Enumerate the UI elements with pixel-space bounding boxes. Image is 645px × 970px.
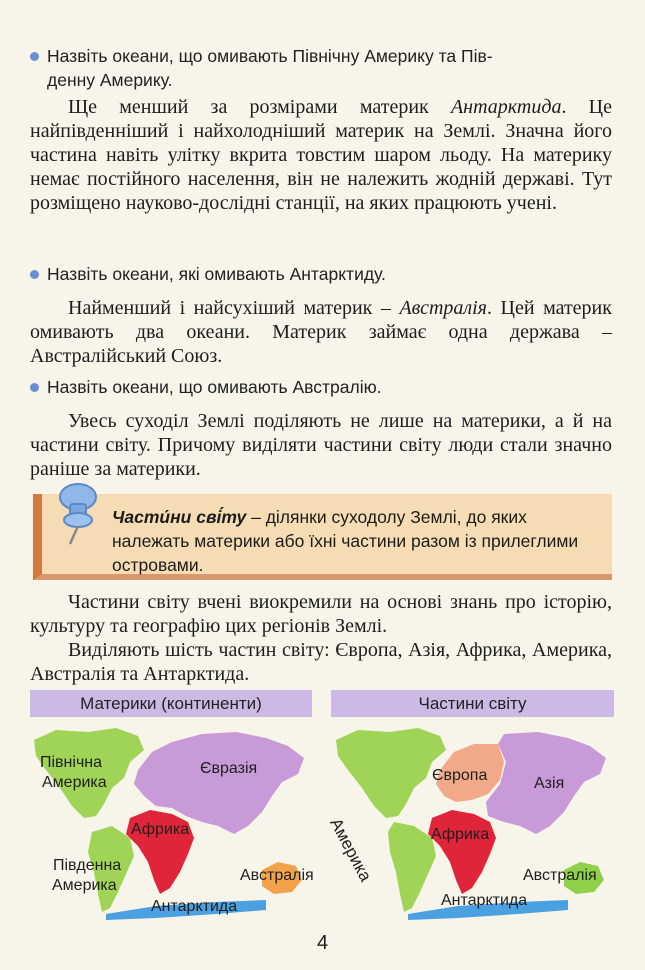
label-north-america-line1: Північна	[40, 754, 103, 771]
bullet-icon	[30, 383, 39, 392]
bullet-icon	[30, 52, 39, 61]
label-south-america-line1: Південна	[53, 857, 122, 874]
question-australia: Назвіть океани, що омивають Австралію.	[30, 375, 620, 399]
label-australia-right: Австралія	[523, 867, 597, 884]
label-africa-right: Африка	[431, 826, 490, 843]
label-antarctica-left: Антарктида	[151, 898, 238, 915]
america-north-shape	[336, 728, 446, 818]
right-map-title: Частини світу	[331, 690, 614, 717]
paragraph-parts-list: Виділяють шість частин світу: Європа, Азія, Африка, Америка, Австралія та Антарктида.	[30, 639, 612, 685]
africa-shape-right	[428, 810, 496, 894]
label-africa: Африка	[131, 821, 190, 838]
label-south-america-line2: Америка	[52, 877, 117, 894]
label-north-america-line2: Америка	[42, 774, 107, 791]
label-america-rotated: Америка	[326, 815, 376, 885]
pushpin-icon	[48, 480, 106, 546]
america-south-shape	[388, 822, 436, 912]
label-australia-left: Австралія	[240, 867, 314, 884]
question-antarctica: Назвіть океани, які омивають Антарктиду.	[30, 262, 620, 286]
page-number: 4	[316, 932, 329, 954]
left-map-title: Материки (континенти)	[30, 690, 312, 717]
label-eurasia: Євразія	[200, 760, 258, 777]
paragraph-parts-history: Частини світу вчені виокремили на основі знань про історію, культуру та географію цих регіонів Землі.	[30, 591, 612, 637]
paragraph-australia: Найменший і найсухіший материк – Австралія. Цей материк омивають два океани. Материк займає одна держава – Австралійський Союз.	[30, 297, 612, 367]
paragraph-parts-intro: Увесь суходіл Землі поділяють не лише на материки, а й на частини світу. Причому виділяти частини світу люди стали значно раніше за материки.	[30, 410, 612, 480]
definition-text: Части́ни сві́ту – ділянки суходолу Землі, до яких належать материки або їхні частини разом із прилеглими островами.	[112, 507, 579, 575]
label-europe: Європа	[432, 767, 488, 784]
bullet-icon	[30, 270, 39, 279]
question-americas: Назвіть океани, що омивають Північну Америку та Пів- денну Америку.	[30, 44, 620, 92]
label-asia: Азія	[534, 775, 565, 792]
paragraph-antarctica: Ще менший за розмірами материк Антарктида. Це найпівденніший і найхолодніший материк на Землі. Значна його частина навіть улітку вкрита товстим шаром льоду. На материку немає постійного населення, він не належить жодній державі. Тут розміщено науково-дослідні станції, на яких працюють учені.	[30, 96, 612, 214]
label-antarctica-right: Антарктида	[441, 892, 528, 909]
